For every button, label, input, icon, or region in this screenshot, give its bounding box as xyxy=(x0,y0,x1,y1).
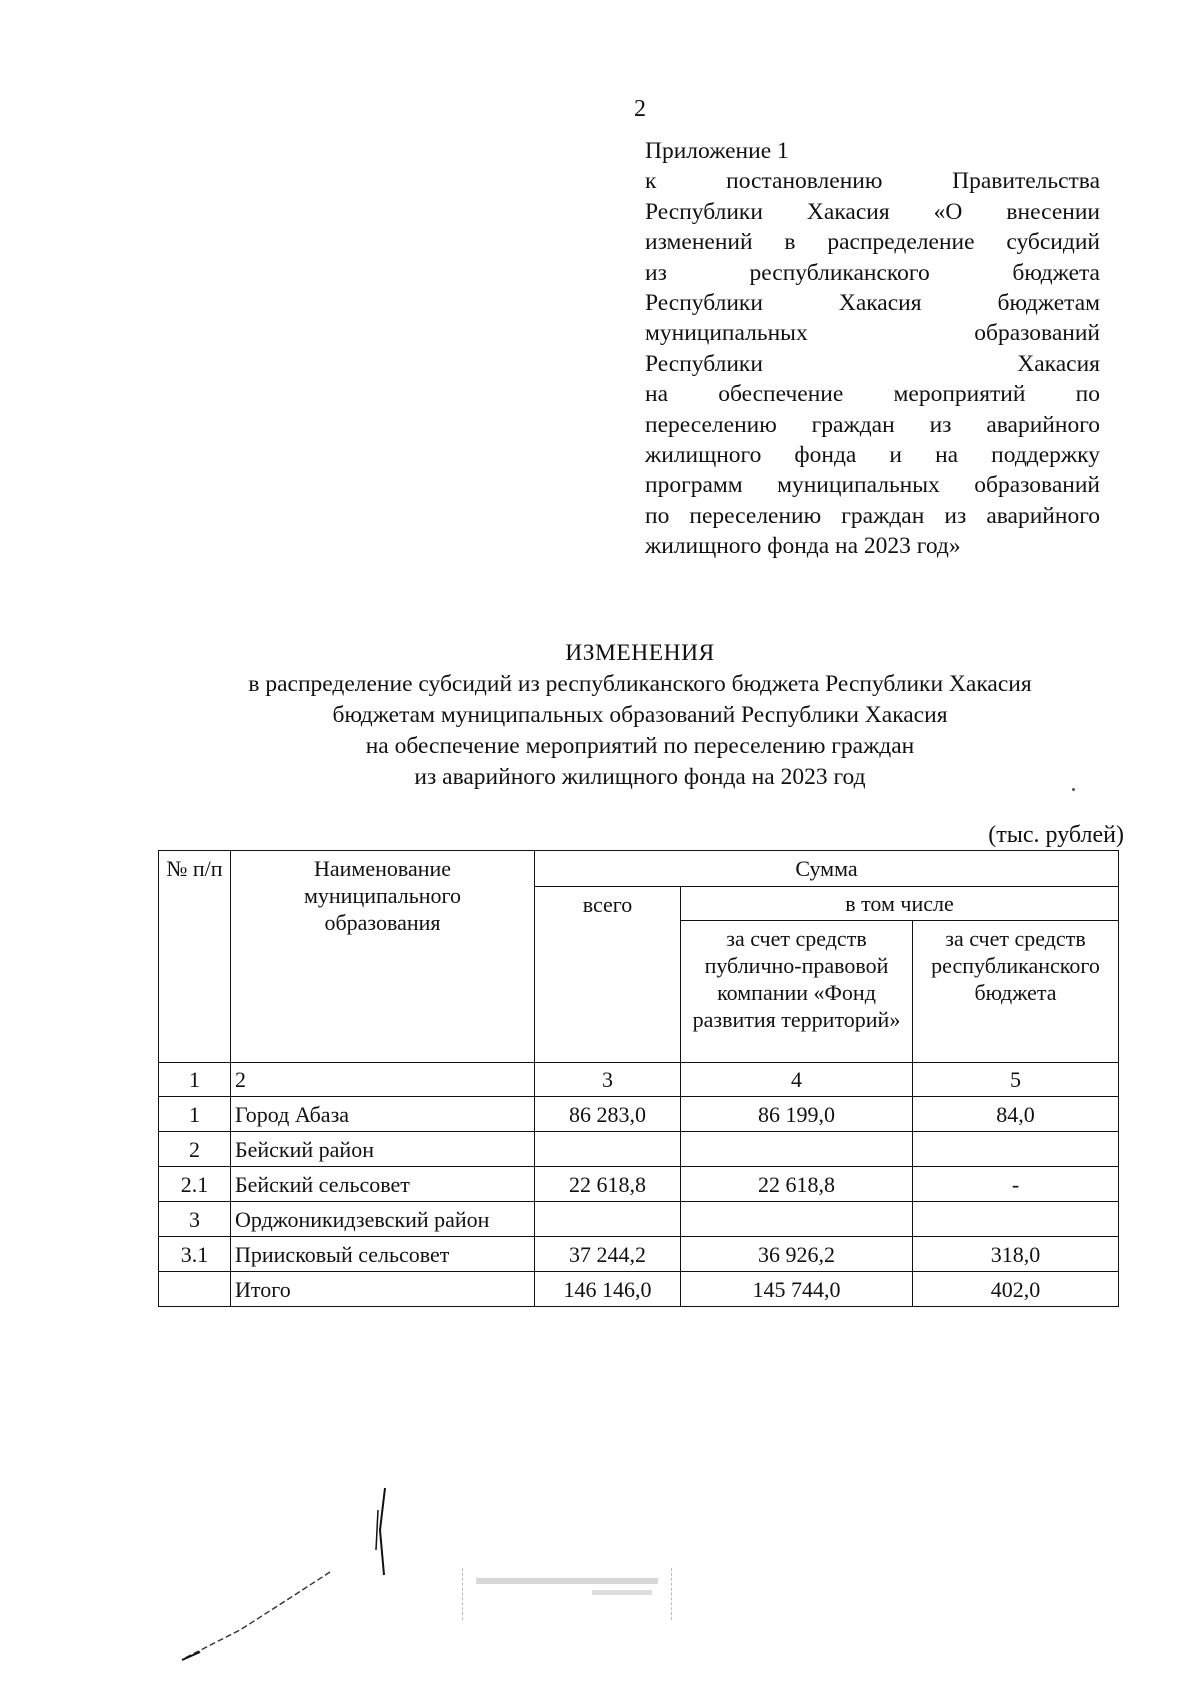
row-fund: 22 618,8 xyxy=(681,1167,913,1202)
appendix-line: из республиканского бюджета xyxy=(645,259,1100,286)
row-republic: 84,0 xyxy=(913,1097,1119,1132)
row-name: Бейский сельсовет xyxy=(231,1167,535,1202)
appendix-line: переселению граждан из аварийного xyxy=(645,411,1100,438)
header-name: Наименование муниципального образования xyxy=(231,851,535,1063)
appendix-line: муниципальных образований xyxy=(645,320,1100,347)
row-fund: 86 199,0 xyxy=(681,1097,913,1132)
appendix-line: жилищного фонда на 2023 год» xyxy=(645,533,961,560)
scan-speck xyxy=(1072,788,1075,791)
document-title xyxy=(150,638,1130,793)
appendix-line: жилищного фонда и на поддержку xyxy=(645,441,1100,468)
title-line: бюджетам муниципальных образований Республики Хакасия xyxy=(332,702,948,728)
table-row xyxy=(159,1202,1119,1237)
index-cell: 1 xyxy=(159,1063,231,1097)
row-num: 2 xyxy=(159,1132,231,1167)
row-total: 146 146,0 xyxy=(535,1272,681,1307)
index-cell: 2 xyxy=(231,1063,535,1097)
row-republic xyxy=(913,1132,1119,1167)
header-num: № п/п xyxy=(159,851,231,1063)
row-num xyxy=(159,1272,231,1307)
row-num: 3.1 xyxy=(159,1237,231,1272)
header-sum: Сумма xyxy=(535,851,1119,887)
row-total xyxy=(535,1202,681,1237)
title-heading: ИЗМЕНЕНИЯ xyxy=(565,640,715,666)
index-cell: 3 xyxy=(535,1063,681,1097)
appendix-block xyxy=(645,136,1100,561)
row-total: 37 244,2 xyxy=(535,1237,681,1272)
row-republic: 402,0 xyxy=(913,1272,1119,1307)
row-fund xyxy=(681,1202,913,1237)
row-num: 3 xyxy=(159,1202,231,1237)
row-num: 2.1 xyxy=(159,1167,231,1202)
row-num: 1 xyxy=(159,1097,231,1132)
title-line: в распределение субсидий из республиканского бюджета Республики Хакасия xyxy=(248,671,1032,697)
row-name: Бейский район xyxy=(231,1132,535,1167)
appendix-line: изменений в распределение субсидий xyxy=(645,229,1100,256)
row-republic: - xyxy=(913,1167,1119,1202)
row-name: Приисковый сельсовет xyxy=(231,1237,535,1272)
appendix-line: Республики Хакасия xyxy=(645,350,1100,377)
table-row xyxy=(159,1132,1119,1167)
appendix-line: на обеспечение мероприятий по xyxy=(645,381,1100,408)
table-row xyxy=(159,1237,1119,1272)
appendix-line: Республики Хакасия бюджетам xyxy=(645,289,1100,316)
row-republic xyxy=(913,1202,1119,1237)
header-including: в том числе xyxy=(681,887,1119,921)
row-name: Итого xyxy=(231,1272,535,1307)
row-fund: 145 744,0 xyxy=(681,1272,913,1307)
header-republic: за счет средств республиканского бюджета xyxy=(913,921,1119,1063)
signature-mark xyxy=(180,1480,420,1680)
table-row-total xyxy=(159,1272,1119,1307)
units-label: (тыс. рублей) xyxy=(988,822,1124,848)
appendix-line: Республики Хакасия «О внесении xyxy=(645,198,1100,225)
row-total xyxy=(535,1132,681,1167)
header-total: всего xyxy=(535,887,681,1063)
table-row xyxy=(159,1167,1119,1202)
table-row xyxy=(159,1097,1119,1132)
title-line: из аварийного жилищного фонда на 2023 год xyxy=(414,764,866,790)
appendix-line: программ муниципальных образований xyxy=(645,472,1100,499)
header-fund: за счет средств публично-правовой компании «Фонд развития территорий» xyxy=(681,921,913,1063)
appendix-line: Приложение 1 xyxy=(645,138,789,164)
row-fund: 36 926,2 xyxy=(681,1237,913,1272)
row-name: Город Абаза xyxy=(231,1097,535,1132)
subsidy-table xyxy=(158,850,1119,1307)
row-total: 86 283,0 xyxy=(535,1097,681,1132)
title-line: на обеспечение мероприятий по переселению граждан xyxy=(365,733,915,759)
faded-stamp xyxy=(462,1568,672,1620)
index-cell: 4 xyxy=(681,1063,913,1097)
page-number: 2 xyxy=(634,96,646,122)
appendix-line: по переселению граждан из аварийного xyxy=(645,502,1100,529)
row-fund xyxy=(681,1132,913,1167)
row-name: Орджоникидзевский район xyxy=(231,1202,535,1237)
index-cell: 5 xyxy=(913,1063,1119,1097)
row-republic: 318,0 xyxy=(913,1237,1119,1272)
row-total: 22 618,8 xyxy=(535,1167,681,1202)
appendix-line: к постановлению Правительства xyxy=(645,168,1100,195)
